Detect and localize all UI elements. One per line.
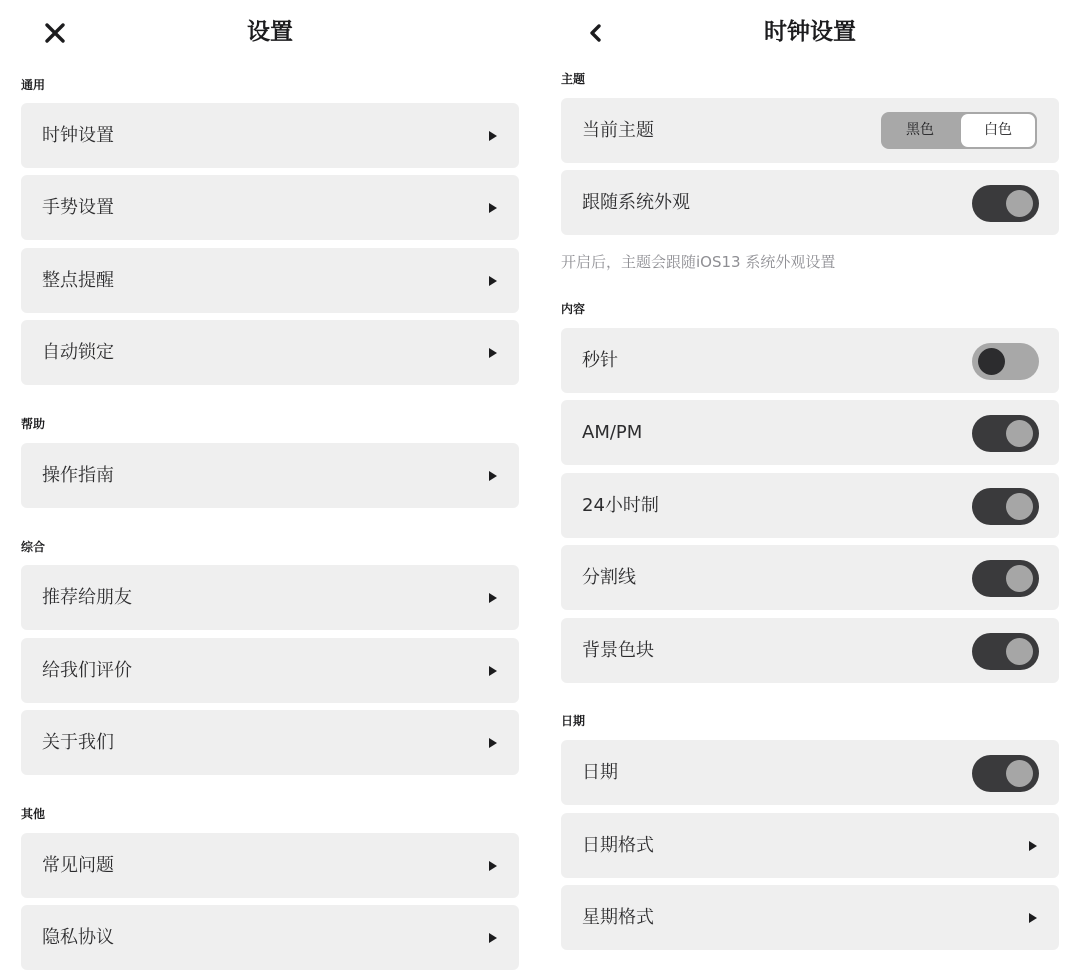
- section-header-content: 内容: [561, 302, 586, 316]
- row-label: 24小时制: [582, 495, 659, 516]
- row-recommend[interactable]: [21, 565, 519, 630]
- row-hourly-reminder[interactable]: [21, 248, 519, 313]
- row-divider-line: [561, 545, 1059, 610]
- ampm-toggle[interactable]: [972, 415, 1039, 452]
- row-label: 整点提醒: [42, 270, 114, 291]
- triangle-right-icon: [489, 131, 497, 141]
- toggle-knob: [1006, 565, 1033, 592]
- chevron-left-icon[interactable]: [586, 22, 606, 44]
- row-current-theme: [561, 98, 1059, 163]
- row-label: 时钟设置: [42, 125, 114, 146]
- toggle-knob: [1006, 190, 1033, 217]
- section-header-general-misc: 综合: [21, 540, 46, 554]
- row-date-format[interactable]: [561, 813, 1059, 878]
- triangle-right-icon: [489, 348, 497, 358]
- row-label: 背景色块: [582, 640, 654, 661]
- row-label: 星期格式: [582, 907, 654, 928]
- row-gesture-settings[interactable]: [21, 175, 519, 240]
- section-header-other: 其他: [21, 807, 46, 821]
- row-label: 分割线: [582, 567, 636, 588]
- row-guide[interactable]: [21, 443, 519, 508]
- close-icon[interactable]: [42, 20, 68, 46]
- row-24-hour: [561, 473, 1059, 538]
- row-label: 日期格式: [582, 835, 654, 856]
- segment-light[interactable]: 白色: [961, 114, 1035, 147]
- row-ampm: [561, 400, 1059, 465]
- row-label: 给我们评价: [42, 660, 132, 681]
- triangle-right-icon: [1029, 913, 1037, 923]
- triangle-right-icon: [489, 593, 497, 603]
- row-label: 推荐给朋友: [42, 587, 132, 608]
- row-weekday-format[interactable]: [561, 885, 1059, 950]
- section-header-help: 帮助: [21, 417, 46, 431]
- row-second-hand: [561, 328, 1059, 393]
- clock-settings-panel: [540, 0, 1080, 935]
- row-follow-system: [561, 170, 1059, 235]
- row-label: 秒针: [582, 350, 618, 371]
- row-rate-us[interactable]: [21, 638, 519, 703]
- row-label: 自动锁定: [42, 342, 114, 363]
- toggle-knob: [1006, 760, 1033, 787]
- row-date: [561, 740, 1059, 805]
- triangle-right-icon: [489, 861, 497, 871]
- triangle-right-icon: [489, 738, 497, 748]
- triangle-right-icon: [489, 666, 497, 676]
- triangle-right-icon: [489, 471, 497, 481]
- section-header-theme: 主题: [561, 72, 586, 86]
- date-toggle[interactable]: [972, 755, 1039, 792]
- triangle-right-icon: [1029, 841, 1037, 851]
- row-label: 跟随系统外观: [582, 192, 690, 213]
- row-label: 当前主题: [582, 120, 654, 141]
- background-block-toggle[interactable]: [972, 633, 1039, 670]
- triangle-right-icon: [489, 276, 497, 286]
- second-hand-toggle[interactable]: [972, 343, 1039, 380]
- toggle-knob: [1006, 420, 1033, 447]
- theme-segmented-control[interactable]: [881, 112, 1037, 149]
- segment-dark[interactable]: 黑色: [906, 122, 934, 138]
- toggle-knob: [1006, 638, 1033, 665]
- row-label: 常见问题: [42, 855, 114, 876]
- row-faq[interactable]: [21, 833, 519, 898]
- row-privacy[interactable]: [21, 905, 519, 970]
- row-label: AM/PM: [582, 422, 643, 443]
- row-about-us[interactable]: [21, 710, 519, 775]
- page-title: 设置: [247, 19, 293, 45]
- row-clock-settings[interactable]: [21, 103, 519, 168]
- theme-footnote: 开启后，主题会跟随iOS13 系统外观设置: [561, 253, 836, 271]
- divider-line-toggle[interactable]: [972, 560, 1039, 597]
- row-label: 关于我们: [42, 732, 114, 753]
- row-label: 隐私协议: [42, 927, 114, 948]
- settings-panel: [0, 0, 540, 948]
- page-title: 时钟设置: [764, 19, 856, 45]
- 24-hour-toggle[interactable]: [972, 488, 1039, 525]
- row-background-block: [561, 618, 1059, 683]
- toggle-knob: [1006, 493, 1033, 520]
- section-header-date: 日期: [561, 714, 586, 728]
- follow-system-toggle[interactable]: [972, 185, 1039, 222]
- section-header-general: 通用: [21, 78, 46, 92]
- row-label: 操作指南: [42, 465, 114, 486]
- row-label: 手势设置: [42, 197, 114, 218]
- triangle-right-icon: [489, 933, 497, 943]
- row-label: 日期: [582, 762, 618, 783]
- row-auto-lock[interactable]: [21, 320, 519, 385]
- triangle-right-icon: [489, 203, 497, 213]
- toggle-knob: [978, 348, 1005, 375]
